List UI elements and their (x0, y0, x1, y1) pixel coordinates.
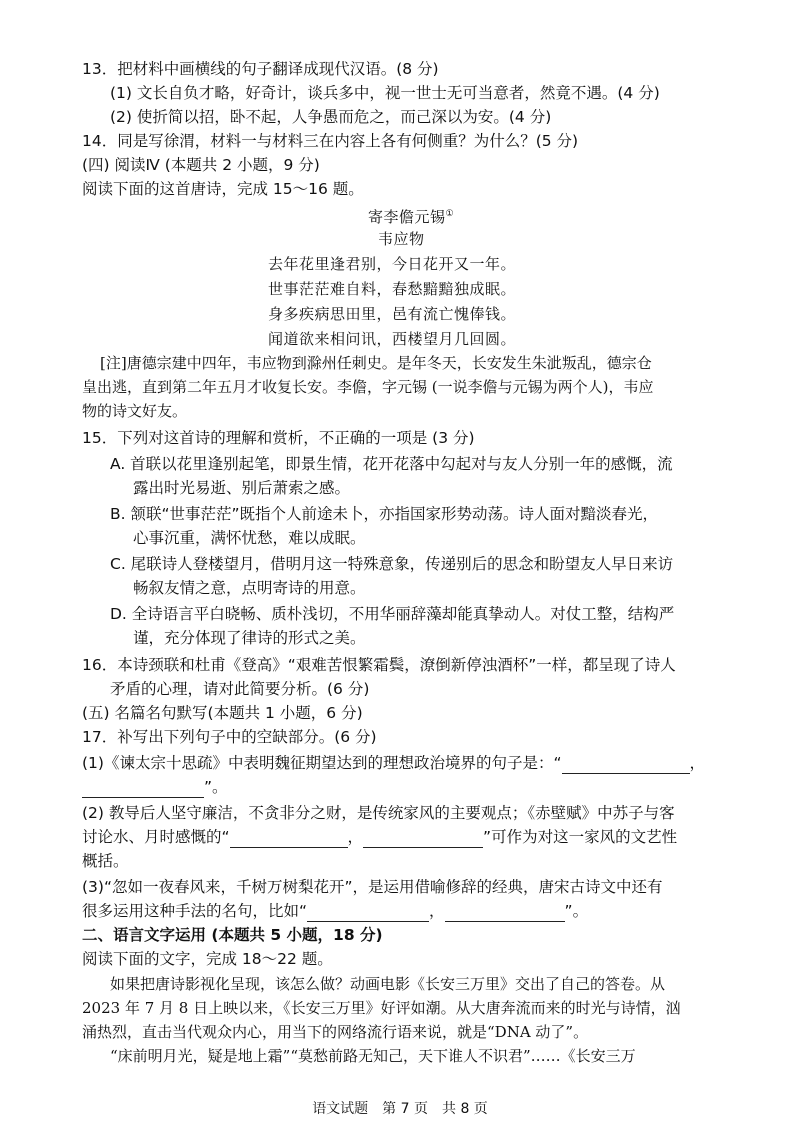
q17-part2-tail: ”可作为对这一家风的文艺性 (483, 828, 678, 846)
q13-sub2: (2) 使折简以招，卧不起，人争愚而危之，而己深以为安。(4 分) (110, 108, 552, 126)
passage-line-4: “床前明月光，疑是地上霜”“莫愁前路无知己，天下谁人不识君”……《长安三万 (110, 1047, 636, 1065)
q17-part3-close: ”。 (564, 902, 589, 920)
section4-intro: 阅读下面的这首唐诗，完成 15～16 题。 (82, 180, 364, 198)
poem-note-line-1: [注]唐德宗建中四年，韦应物到滁州任刺史。是年冬天，长安发生朱泚叛乱，德宗仓 (100, 354, 652, 372)
q17-part3-blank-1[interactable] (307, 905, 429, 922)
q15-option-b-line-1: B. 颔联“世事茫茫”既指个人前途未卜，亦指国家形势动荡。诗人面对黯淡春光， (110, 505, 659, 523)
q17-part1-comma: ， (689, 754, 706, 772)
q17-part2-row-3: 概括。 (82, 852, 129, 870)
passage-line-1: 如果把唐诗影视化呈现，该怎么做？动画电影《长安三万里》交出了自己的答卷。从 (110, 975, 666, 993)
poem-note-mark: ① (445, 209, 455, 219)
poem-title-text: 寄李儋元锡 (368, 208, 446, 226)
poem-line-3: 身多疾病思田里，邑有流亡愧俸钱。 (268, 305, 517, 323)
q17-part1-row-2 (82, 776, 228, 798)
q15-option-d-line-1: D. 全诗语言平白晓畅、质朴浅切，不用华丽辞藻却能真挚动人。对仗工整，结构严 (110, 605, 675, 623)
q17-part2-comma: ， (347, 828, 364, 846)
q15-option-c-line-1: C. 尾联诗人登楼望月，借明月这一特殊意象，传递别后的思念和盼望友人早日来访 (110, 555, 674, 573)
page-footer: 语文试题 第 7 页 共 8 页 (312, 1101, 488, 1117)
poem-title (368, 203, 454, 228)
poem-line-2: 世事茫茫难自料，春愁黯黯独成眠。 (268, 280, 517, 298)
q17-part3-text: 很多运用这种手法的名句，比如“ (82, 902, 308, 920)
q17-part1-close: ”。 (204, 778, 228, 796)
q17-part3-row-2 (82, 900, 588, 922)
q17-part2-row-1: (2) 教导后人坚守廉洁，不贪非分之财，是传统家风的主要观点；《赤壁赋》中苏子与客 (82, 804, 675, 822)
q15-option-b-line-2: 心事沉重，满怀忧愁，难以成眠。 (133, 529, 366, 547)
q17-part3-blank-2[interactable] (445, 905, 565, 922)
q15-stem: 15．下列对这首诗的理解和赏析，不正确的一项是 (3 分) (82, 429, 475, 447)
q14-stem: 14．同是写徐渭，材料一与材料三在内容上各有何侧重？为什么？(5 分) (82, 132, 579, 150)
poem-line-4: 闻道欲来相问讯，西楼望月几回圆。 (268, 330, 517, 348)
q13-stem: 13．把材料中画横线的句子翻译成现代汉语。(8 分) (82, 60, 439, 78)
passage-line-3: 涌热烈，直击当代观众内心，用当下的网络流行语来说，就是“DNA 动了”。 (82, 1023, 589, 1041)
q17-part1-row-1 (82, 752, 705, 774)
q17-stem: 17．补写出下列句子中的空缺部分。(6 分) (82, 728, 377, 746)
q17-part3-comma: ， (429, 902, 445, 920)
q17-part1-blank-1[interactable] (562, 757, 690, 774)
q17-part3-row-1: (3)“忽如一夜春风来，千树万树梨花开”，是运用借喻修辞的经典，唐宋古诗文中还有 (82, 878, 663, 896)
poem-note-line-2: 皇出逃，直到第二年五月才收复长安。李儋，字元锡 (一说李儋与元锡为两个人)，韦应 (82, 378, 654, 396)
q17-part1-text: (1)《谏太宗十思疏》中表明魏征期望达到的理想政治境界的句子是：“ (82, 754, 562, 772)
section5-title: (五) 名篇名句默写(本题共 1 小题，6 分) (82, 704, 363, 722)
q17-part2-row-2 (82, 826, 677, 848)
part2-intro: 阅读下面的文字，完成 18～22 题。 (82, 950, 333, 968)
q16-line-1: 16．本诗颈联和杜甫《登高》“艰难苦恨繁霜鬓，潦倒新停浊酒杯”一样，都呈现了诗人 (82, 656, 676, 674)
q17-part2-text: 讨论水、月时感慨的“ (82, 828, 230, 846)
poem-line-1: 去年花里逢君别，今日花开又一年。 (268, 255, 517, 273)
q15-option-a-line-1: A. 首联以花里逢别起笔，即景生情，花开花落中勾起对与友人分别一年的感慨，流 (110, 455, 673, 473)
q15-option-c-line-2: 畅叙友情之意，点明寄诗的用意。 (133, 579, 366, 597)
poem-author: 韦应物 (378, 230, 425, 248)
passage-line-2: 2023 年 7 月 8 日上映以来，《长安三万里》好评如潮。从大唐奔流而来的时光与诗情，汹 (82, 999, 681, 1017)
q15-option-d-line-2: 谨，充分体现了律诗的形式之美。 (133, 629, 366, 647)
q16-line-2: 矛盾的心理，请对此简要分析。(6 分) (110, 680, 370, 698)
section4-title: (四) 阅读Ⅳ (本题共 2 小题，9 分) (82, 156, 320, 174)
q15-option-a-line-2: 露出时光易逝、别后萧索之感。 (133, 479, 351, 497)
q17-part2-blank-1[interactable] (230, 831, 348, 848)
q17-part2-blank-2[interactable] (363, 831, 483, 848)
poem-note-line-3: 物的诗文好友。 (82, 402, 188, 420)
part2-title: 二、语言文字运用 (本题共 5 小题，18 分) (82, 926, 383, 944)
q17-part1-blank-2[interactable] (82, 781, 204, 798)
q13-sub1: (1) 文长自负才略，好奇计，谈兵多中，视一世士无可当意者，然竟不遇。(4 分) (110, 84, 660, 102)
